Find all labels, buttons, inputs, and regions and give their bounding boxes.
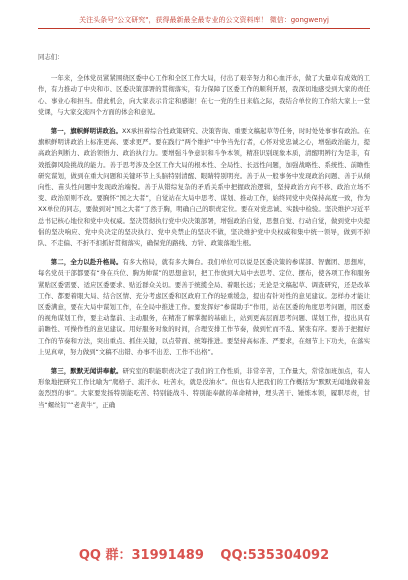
footer-qq: QQ:535304092: [220, 548, 330, 563]
section-3-heading: 第三，默默无闻讲奉献。: [50, 367, 123, 376]
footer-qq-group: QQ 群：31991489: [78, 548, 204, 563]
section-2-heading: 第二，全力以赴升格局。: [50, 258, 123, 267]
section-1: [38, 126, 370, 249]
salutation: 同志们：: [38, 53, 64, 61]
header-text: 关注头条号"公文研究"，获得最新最全最专业的公文资料库！ 微信：gongwenyj: [79, 16, 329, 24]
document-body: [38, 52, 370, 542]
intro-paragraph: 一年来，全体党员紧紧围绕区委中心工作和全区工作大局，付出了艰辛努力和心血汗水，做了大量卓有成效的工作，有力推动了中央和市、区委决策部署的贯彻落实，有力保障了区委工作的顺利开展，我深切地感受到大家的责任心、事业心和担当。借此机会，向大家表示肯定和感谢！在七一党的生日来临之际，我结合单位的工作给大家上一堂党课，与大家交流四个方面的体会和意见。: [38, 74, 370, 116]
section-1-heading: 第一，旗帜鲜明讲政治。: [50, 127, 122, 136]
header-divider: [38, 28, 370, 29]
page-header: [20, 16, 388, 25]
section-2: [38, 257, 370, 358]
section-3-body: 研究室的职能职责决定了我们的工作性质，非常辛苦，工作量大，常常加班加点，有人形象地把研究工作比喻为“爬格子、流汗水、吐苦水，就是没油水”。但也有人把我们的工作概括为“默默无闻地做着轰轰烈烈的事”。大家要发扬特别能吃苦、特别能战斗、特别能奉献的革命精神，埋头苦干、锤炼本领，履职尽责，甘当“螺丝钉”“老黄牛”，正确: [38, 367, 370, 409]
section-1-body: XX承担着综合性政策研究、决策咨询、重要文稿起草等任务，时时处处事事有政治。在旗帜鲜明讲政治上标准更高、要求更严。要在践行“两个维护”中争当先行者，心怀对党忠诚之心，增强政治能力，提高政治判断力、政治领悟力、政治执行力。要增强斗争意识和斗争本领，精准识别现象本质，清醒明辨行为是非，有效抵御风险挑战的能力。善于思考涉及全区工作大局的根本性、全局性、长远性问题，加强战略性、系统性、前瞻性研究谋划，做到在重大问题和关键环节上头脑特别清醒、眼睛特别明亮。善于从一般事务中发现政治问题、善于从倾向性、苗头性问题中发现政治端倪。善于从错综复杂的矛盾关系中把握政治逻辑，坚持政治方向不移、政治立场不变、政治原则不改。要胸怀“国之大者”，自觉站在大局中思考、谋划、推动工作，始终同党中央保持高度一致，作为XX单位的同志，要做到对“国之大者”了然于胸，明确自己的职责定位。要在对党忠诚、实践中检验。坚决维护习近平总书记核心地位和党中央权威。坚决贯彻执行党中央决策部署，增强政治自觉，思想自觉、行动自觉，做到党中央提倡的坚决响应、党中央决定的坚决执行、党中央禁止的坚决不做，坚决维护党中央权威和集中统一领导，做到不掉队、不走偏、不折不扣抓好贯彻落实，确保党的路线、方针、政策落地生根。: [38, 127, 370, 248]
section-3: [38, 366, 370, 411]
page-footer: [30, 548, 378, 564]
section-2-body: 有多大格局，就有多大舞台。我们单位可以说是区委决策的参谋部、智囊团、思想库，每名党员干部都要有“身在兵位、胸为帅谋”的思想意识，把工作放到大局中去思考、定位、摆布，使各项工作和服务紧贴区委需要、适应区委要求、贴近群众关切。要善于统揽全局、着眼长远；无论是文稿起草、调查研究，还是改革工作、都要着眼大局、结合区情、充分考虑区委和区政府工作的轻重缓急，提出有针对性的意见建议。怎样办才能让区委满意，要在大局中谋划工作，在全局中推进工作。要发挥好“参谋助手”作用，站在区委的角度思考问题，用区委的视角谋划工作，要主动靠前、主动服务，在精准了解掌握的基础上，站到更高层面思考问题、谋划工作，提出具有前瞻性、可操作性的意见建议。用好服务对象的时间，合理安排工作节奏，做到忙而不乱、紧张有序。要善于把握好工作的节奏和方法，突出重点、抓住关键，以点带面、统筹推进。要坚持高标准、严要求，在细节上下功夫，在落实上见真章，努力做到“文稿不出错、办事不出差、工作不出格”。: [38, 258, 370, 356]
